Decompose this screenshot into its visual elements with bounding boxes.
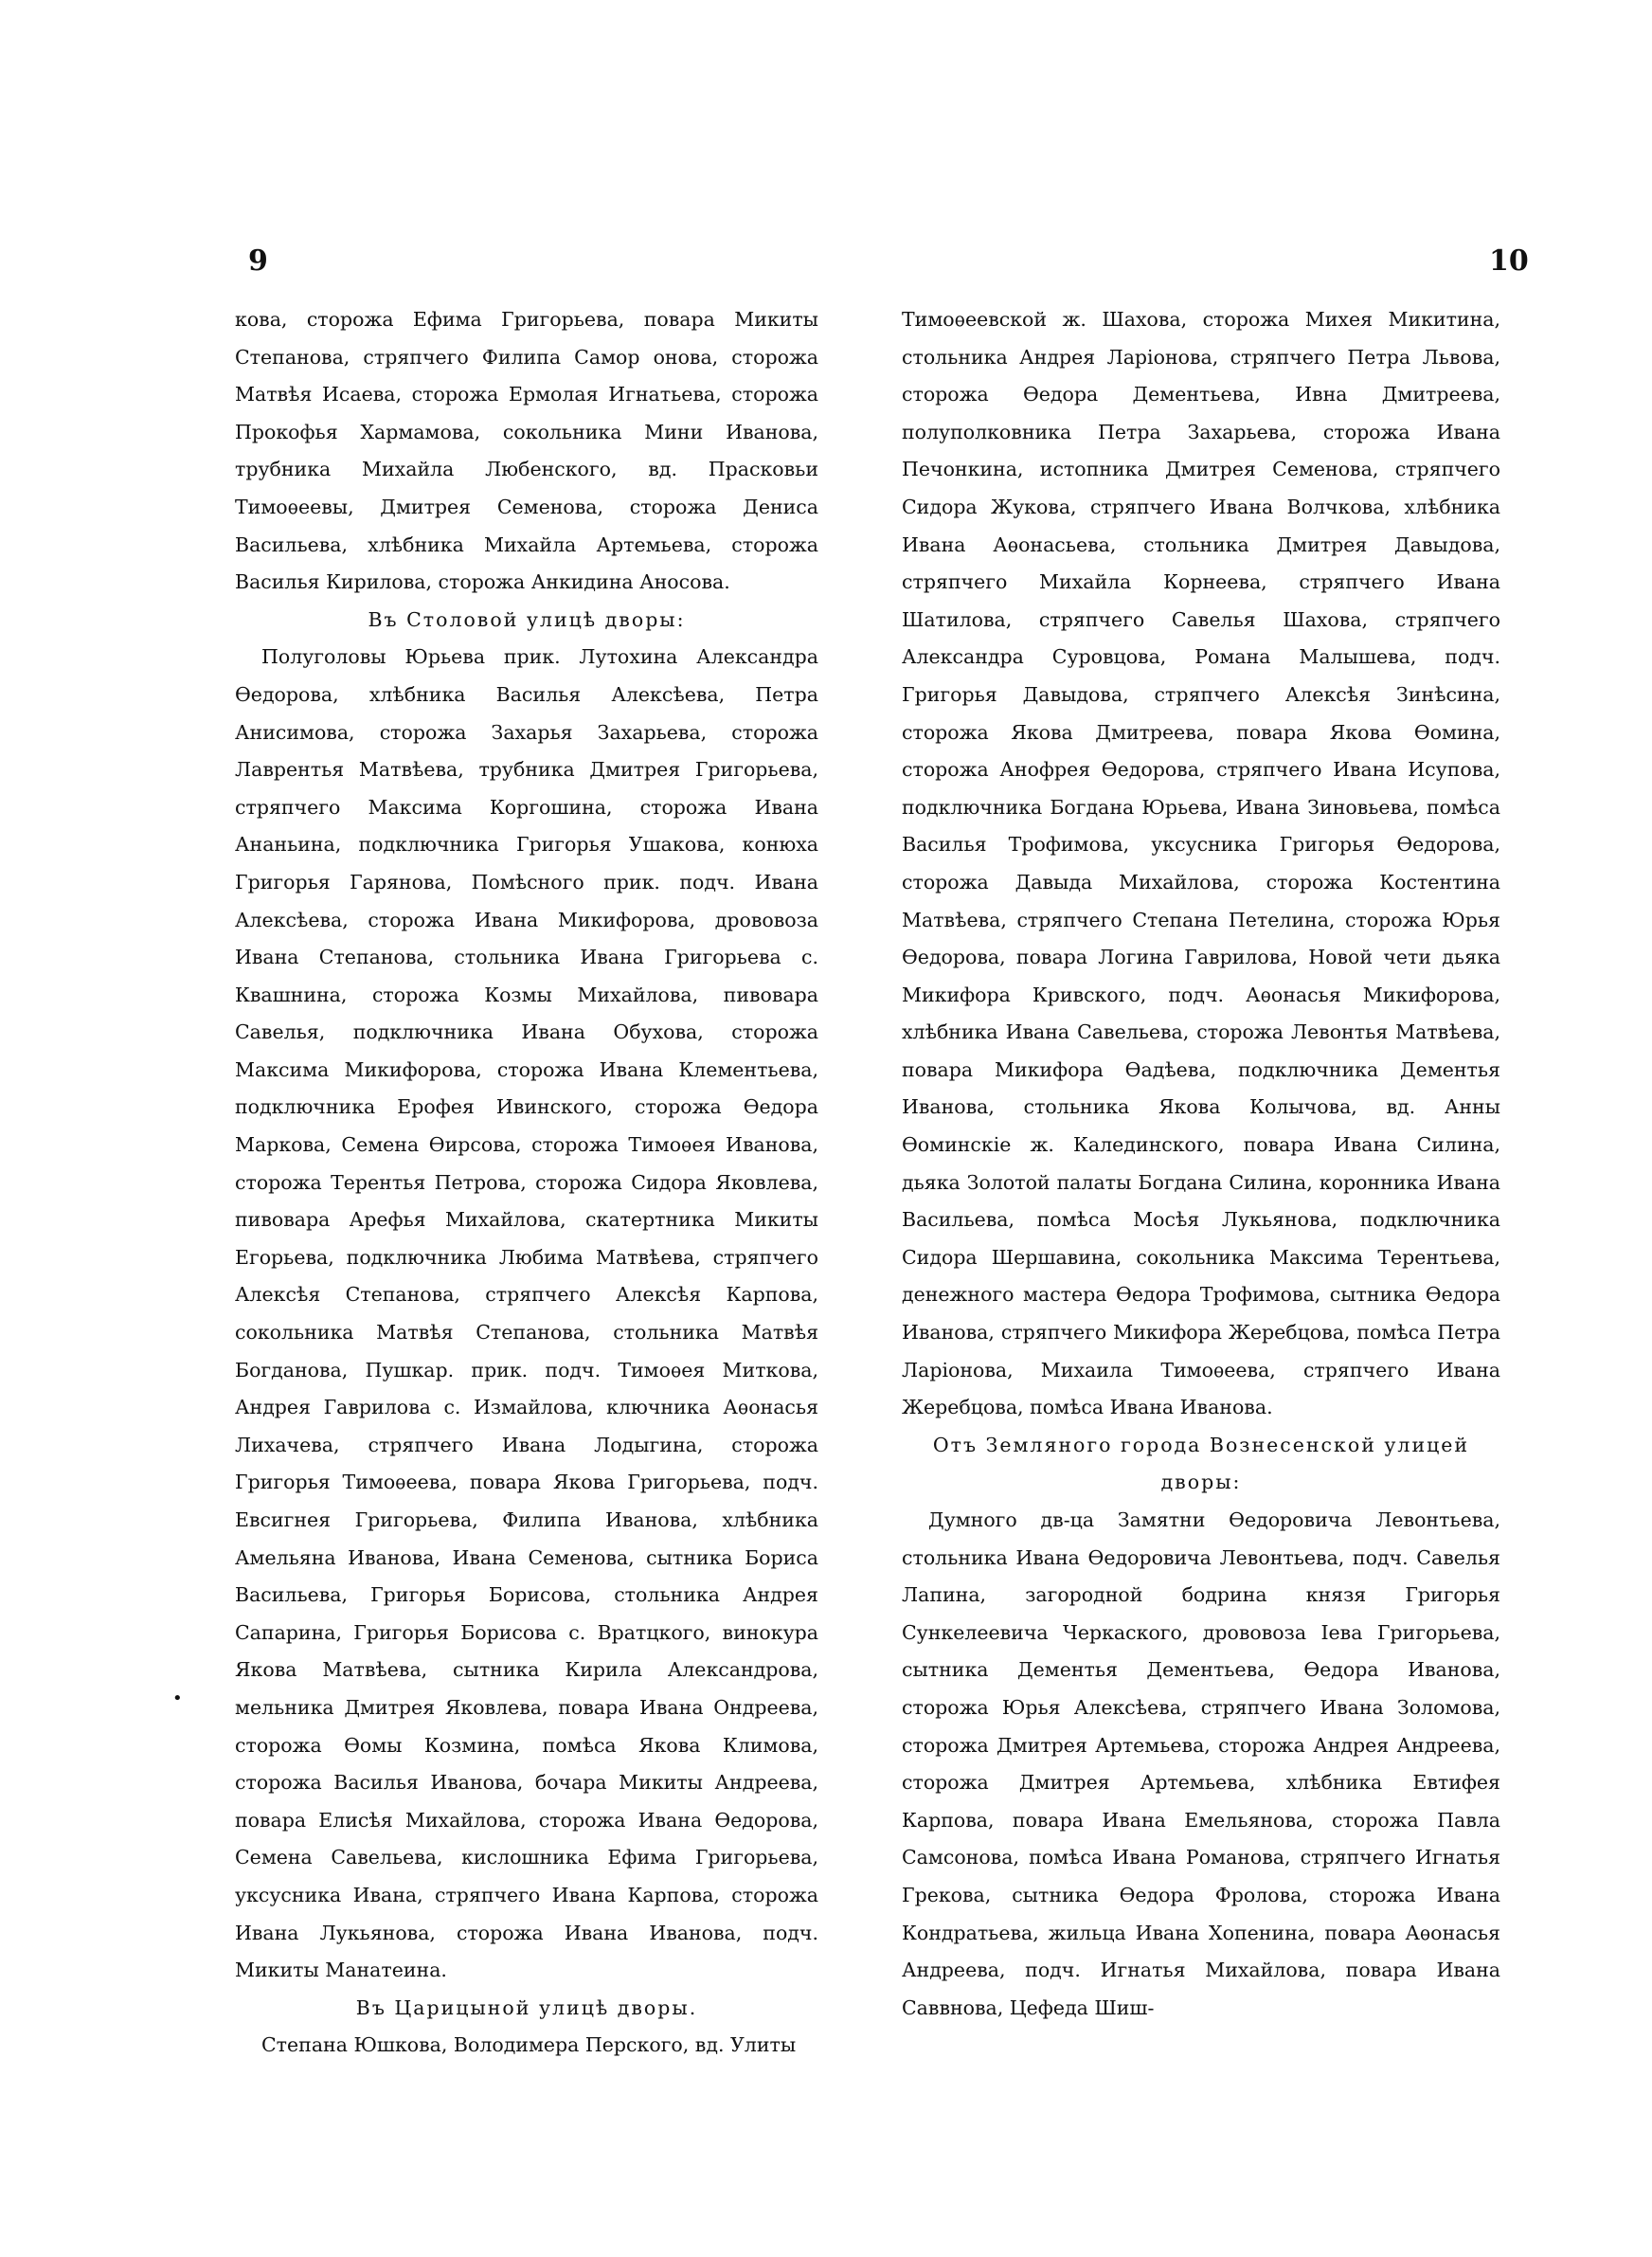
right-paragraph-2: Думного дв-ца Замятни Ѳедоровича Левонтьева, стольника Ивана Ѳедоровича Левонтьева, подч. Савелья Лапина, загородной бодрина князя Григорья Сункелеевича Черкаского, дрововоза Іева Григорьева, сытника Дементья Дементьева, Ѳедора Иванова, сторожа Юрья Алексѣева, стряпчего Ивана Золомова, сторожа Дмитрея Артемьева, сторожа Андрея Андреева, сторожа Дмитрея Артемьева, хлѣбника Евтифея Карпова, повара Ивана Емельянова, сторожа Павла Самсонова, помѣса Ивана Романова, стряпчего Игнатья Грекова, сытника Ѳедора Фролова, сторожа Ивана Кондратьева, жильца Ивана Хопенина, повара Аѳонасья Андреева, подч. Игнатья Михайлова, повара Ивана Саввнова, Цефеда Шиш- — [902, 1508, 1500, 2019]
right-paragraph-1: Тимоѳеевской ж. Шахова, сторожа Михея Микитина, стольника Андрея Ларіонова, стряпчего Петра Львова, сторожа Ѳедора Дементьева, Ивна Дмитреева, полуполковника Петра Захарьева, сторожа Ивана Печонкина, истопника Дмитрея Семенова, стряпчего Сидора Жукова, стряпчего Ивана Волчкова, хлѣбника Ивана Аѳонасьева, стольника Дмитрея Давыдова, стряпчего Михайла Корнеева, стряпчего Ивана Шатилова, стряпчего Савелья Шахова, стряпчего Александра Суровцова, Романа Малышева, подч. Григорья Давыдова, стряпчего Алексѣя Зинѣсина, сторожа Якова Дмитреева, повара Якова Ѳомина, сторожа Анофрея Ѳедорова, стряпчего Ивана Исупова, подключника Богдана Юрьева, Ивана Зиновьева, помѣса Василья Трофимова, уксусника Григорья Ѳедорова, сторожа Давыда Михайлова, сторожа Костентина Матвѣева, стряпчего Степана Петелина, сторожа Юрья Ѳедорова, повара Логина Гаврилова, Новой чети дьяка Микифора Кривского, подч. Аѳонасья Микифорова, хлѣбника Ивана Савельева, сторожа Левонтья Матвѣева, повара Микифора Ѳадѣева, подключника Дементья Иванова, стольника Якова Колычова, вд. Анны Ѳоминскіе ж. Калединского, повара Ивана Силина, дьяка Золотой палаты Богдана Силина, коронника Ивана Васильева, помѣса Мосѣя Лукьянова, подключника Сидора Шершавина, сокольника Максима Терентьева, денежного мастера Ѳедора Трофимова, сытника Ѳедора Иванова, стряпчего Микифора Жеребцова, помѣса Петра Ларіонова, Михаила Тимоѳеева, стряпчего Ивана Жеребцова, помѣса Ивана Иванова. — [902, 308, 1500, 1419]
section-heading-tsaritsyna: Въ Царицыной улицѣ дворы. — [355, 1995, 698, 2019]
section-heading-stolovaya: Въ Столовой улицѣ дворы: — [368, 607, 686, 631]
page-number-left: 9 — [248, 244, 268, 278]
left-paragraph-1: кова, сторожа Ефима Григорьева, повара Микиты Степанова, стряпчего Филипа Самоp онова, сторожа Матвѣя Исаева, сторожа Ермолая Игнатьева, сторожа Прокофья Хармамова, сокольника Мини Иванова, трубника Михайла Любенского, вд. Прасковьи Тимоѳеевы, Дмитрея Семенова, сторожа Дениса Васильева, хлѣбника Михайла Артемьева, сторожа Василья Кирилова, сторожа Анкидина Аносова. — [235, 308, 818, 594]
left-paragraph-2: Полуголовы Юрьева прик. Лутохина Александра Ѳедорова, хлѣбника Василья Алексѣева, Петра Анисимова, сторожа Захарья Захарьева, сторожа Лаврентья Матвѣева, трубника Дмитрея Григорьева, стряпчего Максима Коргошина, сторожа Ивана Ананьина, подключника Григорья Ушакова, конюха Григорья Гарянова, Помѣсного прик. подч. Ивана Алексѣева, сторожа Ивана Микифорова, дрововоза Ивана Степанова, стольника Ивана Григорьева с. Квашнина, сторожа Козмы Михайлова, пивовара Савелья, подключника Ивана Обухова, сторожа Максима Микифорова, сторожа Ивана Клементьева, подключника Ерофея Ивинского, сторожа Ѳедора Маркова, Семена Ѳирсова, сторожа Тимоѳея Иванова, сторожа Терентья Петрова, сторожа Сидора Яковлева, пивовара Арефья Михайлова, скатертника Микиты Егорьева, подключника Любима Матвѣева, стряпчего Алексѣя Степанова, стряпчего Алексѣя Карпова, сокольника Матвѣя Степанова, стольника Матвѣя Богданова, Пушкар. прик. подч. Тимоѳея Миткова, Андрея Гаврилова с. Измайлова, ключника Аѳонасья Лихачева, стряпчего Ивана Лодыгина, сторожа Григорья Тимоѳеева, повара Якова Григорьева, подч. Евсигнея Григорьева, Филипа Иванова, хлѣбника Амельяна Иванова, Ивана Семенова, сытника Бориса Васильева, Григорья Борисова, стольника Андрея Сапарина, Григорья Борисова с. Вратцкого, винокура Якова Матвѣева, сытника Кирила Александрова, мельника Дмитрея Яковлева, повара Ивана Ондреева, сторожа Ѳомы Козмина, помѣса Якова Климова, сторожа Василья Иванова, бочара Микиты Андреева, повара Елисѣя Михайлова, сторожа Ивана Ѳедорова, Семена Савельева, кислошника Ефима Григорьева, уксусника Ивана, стряпчего Ивана Карпова, сторожа Ивана Лукьянова, сторожа Ивана Иванова, подч. Микиты Манатеина. — [235, 645, 818, 1982]
page-number-right: 10 — [1489, 244, 1529, 278]
right-column — [902, 301, 1500, 2027]
left-column — [235, 301, 818, 2065]
section-heading-voznesenskaya: Отъ Земляного города Вознесенской улицей дворы: — [932, 1433, 1470, 1494]
left-paragraph-3: Степана Юшкова, Володимера Перского, вд. Улиты — [261, 2033, 797, 2057]
margin-mark: • — [172, 1688, 183, 1708]
